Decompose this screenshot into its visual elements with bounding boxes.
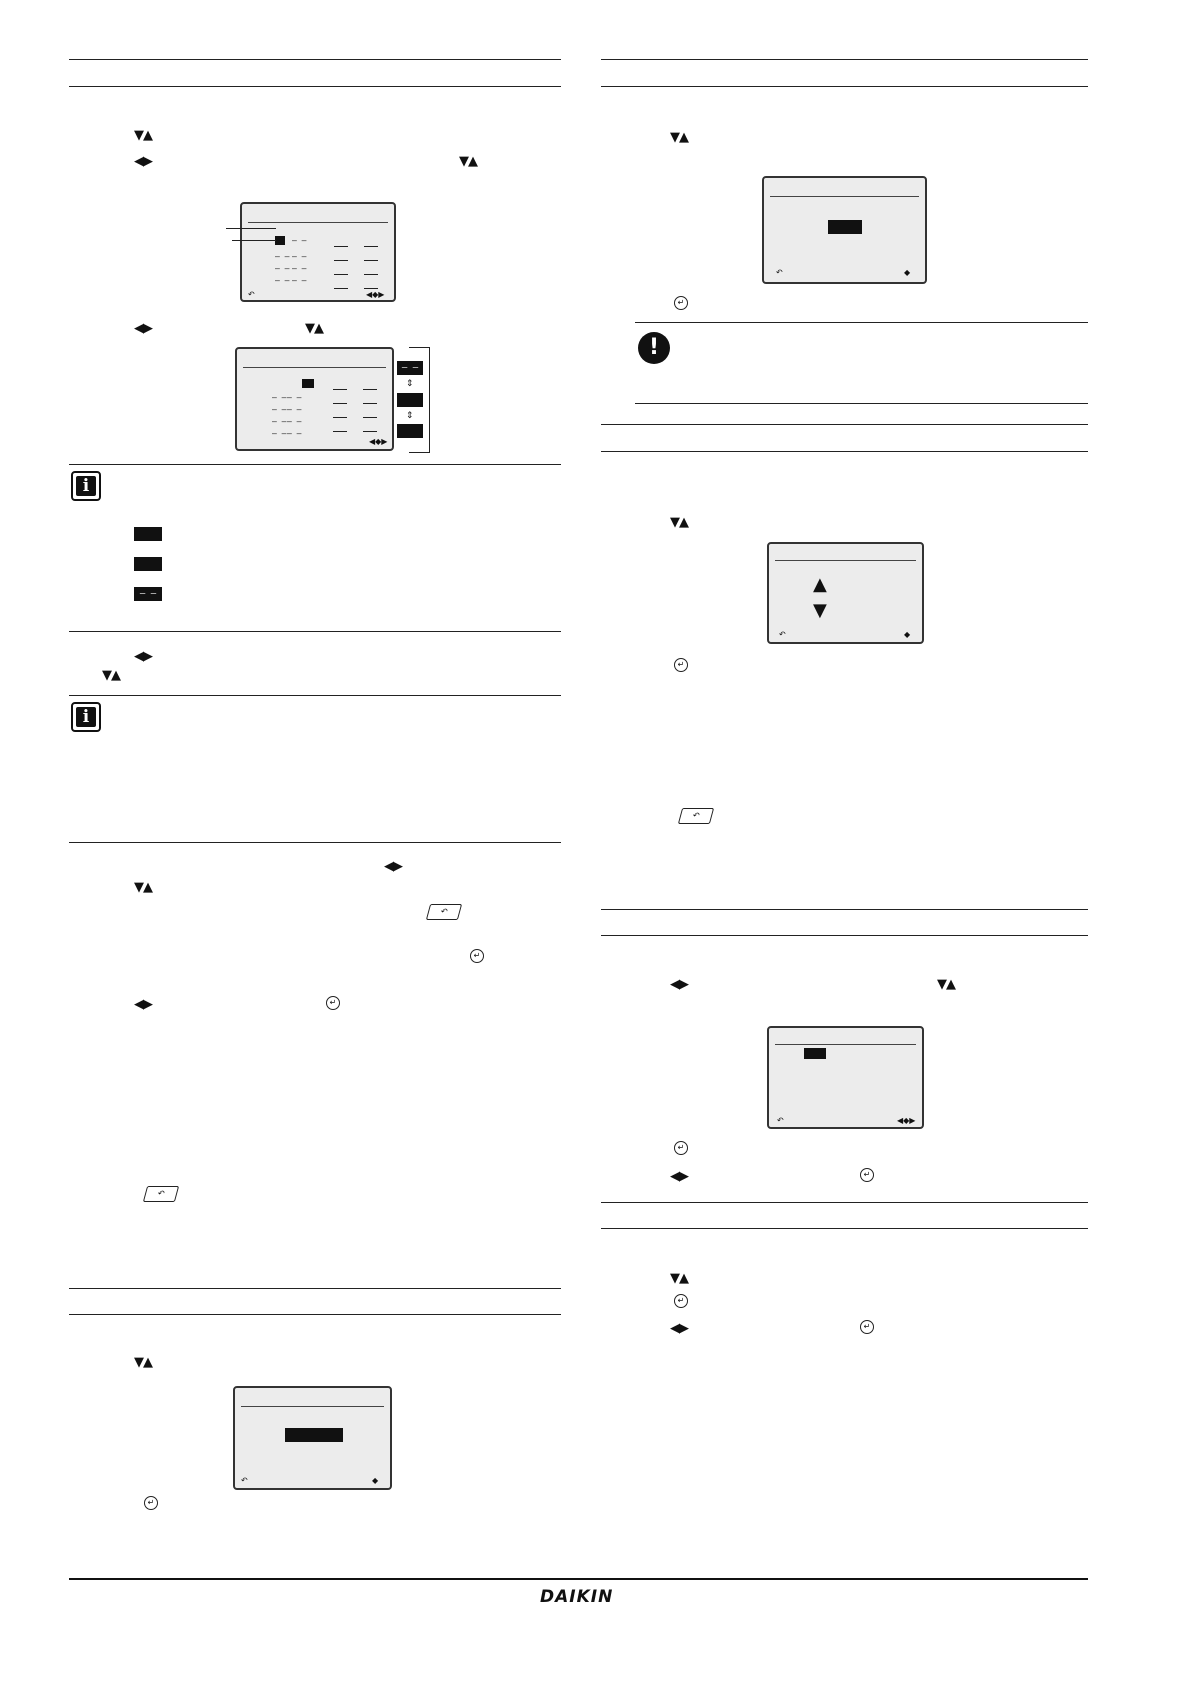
left-right-icon: ◀▶ [134, 154, 152, 169]
lcd-underline [364, 246, 378, 247]
lcd-dash: – – [275, 264, 290, 273]
left-right-icon: ◀▶ [670, 1169, 688, 1184]
left-right-icon: ◀▶ [134, 321, 152, 336]
lcd-underline [364, 274, 378, 275]
note-rule [69, 464, 561, 465]
lcd-dash: – – [275, 276, 290, 285]
enter-icon: ↵ [674, 658, 688, 672]
lcd-nav-icon: ◀◆▶ [369, 437, 388, 446]
lcd-selection-block [828, 220, 862, 234]
lcd-underline [363, 389, 377, 390]
section-rule [69, 631, 561, 632]
lcd-header-rule [775, 560, 916, 561]
lcd-dash: – – [292, 252, 307, 261]
daikin-logo: DAIKIN [540, 1587, 614, 1607]
lcd-return-icon: ↶ [776, 268, 783, 277]
lcd-header-rule [241, 1406, 384, 1407]
left-right-icon: ◀▶ [134, 997, 152, 1012]
lcd-cursor-block [302, 379, 314, 388]
up-down-icon: ▼▲ [134, 880, 152, 895]
lcd-screen-adjust [767, 542, 924, 644]
left-right-icon: ◀▶ [670, 977, 688, 992]
lcd-underline [333, 403, 347, 404]
section-rule-top [69, 1288, 561, 1289]
lcd-nav-icon: ◀◆▶ [897, 1116, 916, 1125]
selector-option-block [397, 393, 423, 407]
lcd-underline [334, 288, 348, 289]
lcd-underline [364, 288, 378, 289]
note-rule [635, 322, 1088, 323]
up-down-icon: ▼▲ [670, 1271, 688, 1286]
lcd-down-arrow: ▼ [813, 600, 827, 621]
lcd-dash: – – [275, 252, 290, 261]
section-rule-bottom [69, 86, 561, 87]
lcd-header-rule [248, 222, 388, 223]
lcd-screen-schedule [240, 202, 396, 302]
note-rule [69, 695, 561, 696]
lcd-dash: – – [272, 417, 287, 426]
lcd-underline [364, 260, 378, 261]
up-down-icon: ▼▲ [937, 977, 955, 992]
lcd-up-arrow: ▲ [813, 574, 827, 595]
lcd-dash: – – [287, 393, 302, 402]
enter-icon: ↵ [470, 949, 484, 963]
lcd-cursor-block [275, 236, 285, 245]
callout-line [226, 228, 276, 229]
section-rule-bottom [601, 935, 1088, 936]
lcd-underline [363, 431, 377, 432]
selector-updown-icon: ⇕ [406, 378, 414, 388]
lcd-return-icon: ↶ [779, 630, 786, 639]
lcd-header-rule [243, 367, 386, 368]
lcd-underline [334, 246, 348, 247]
up-down-icon: ▼▲ [134, 1355, 152, 1370]
enter-icon: ↵ [860, 1320, 874, 1334]
legend-block-dashes: – – [134, 587, 162, 601]
lcd-dash: – – [292, 276, 307, 285]
section-rule-top [601, 59, 1088, 60]
lcd-dash: – – [287, 417, 302, 426]
selector-updown-icon: ⇕ [406, 410, 414, 420]
lcd-underline [334, 274, 348, 275]
footer-rule [69, 1578, 1088, 1580]
section-rule-top [601, 424, 1088, 425]
selector-option-dashes: – – [397, 361, 423, 375]
lcd-dash: – – [287, 405, 302, 414]
lcd-dash: – – [292, 236, 307, 245]
enter-icon: ↵ [674, 296, 688, 310]
up-down-icon: ▼▲ [305, 321, 323, 336]
schedule-button-icon: ↶ [426, 904, 462, 920]
enter-icon: ↵ [674, 1294, 688, 1308]
section-rule-top [601, 1202, 1088, 1203]
note-rule [635, 403, 1088, 404]
lcd-screen-schedule-edit [235, 347, 394, 451]
section-rule-bottom [601, 86, 1088, 87]
enter-icon: ↵ [144, 1496, 158, 1510]
up-down-icon: ▼▲ [670, 130, 688, 145]
up-down-icon: ▼▲ [670, 515, 688, 530]
lcd-return-icon: ↶ [777, 1116, 784, 1125]
lcd-underline [363, 403, 377, 404]
lcd-underline [363, 417, 377, 418]
lcd-underline [333, 417, 347, 418]
lcd-screen-setting [762, 176, 927, 284]
info-icon: i [71, 471, 101, 501]
legend-block [134, 527, 162, 541]
enter-icon: ↵ [674, 1141, 688, 1155]
lcd-underline [334, 260, 348, 261]
lcd-screen-confirm [233, 1386, 392, 1490]
left-right-icon: ◀▶ [384, 859, 402, 874]
lcd-selection-block [285, 1428, 343, 1442]
lcd-updown-icon: ◆ [372, 1476, 379, 1485]
lcd-dash: – – [272, 405, 287, 414]
lcd-return-icon: ↶ [241, 1476, 248, 1485]
section-rule-top [69, 59, 561, 60]
up-down-icon: ▼▲ [134, 128, 152, 143]
lcd-dash: – – [272, 429, 287, 438]
selector-option-block [397, 424, 423, 438]
lcd-dash: – – [292, 264, 307, 273]
lcd-header-rule [775, 1044, 916, 1045]
info-icon: i [71, 702, 101, 732]
lcd-screen-select [767, 1026, 924, 1129]
lcd-updown-icon: ◆ [904, 268, 911, 277]
enter-icon: ↵ [326, 996, 340, 1010]
lcd-underline [333, 431, 347, 432]
lcd-updown-icon: ◆ [904, 630, 911, 639]
up-down-icon: ▼▲ [459, 154, 477, 169]
warning-icon: ! [638, 332, 670, 364]
section-rule-bottom [69, 1314, 561, 1315]
up-down-icon: ▼▲ [102, 668, 120, 683]
return-button-icon: ↶ [678, 808, 714, 824]
section-rule-bottom [601, 451, 1088, 452]
enter-icon: ↵ [860, 1168, 874, 1182]
section-rule-top [601, 909, 1088, 910]
lcd-nav-icon: ◀◆▶ [366, 290, 385, 299]
return-button-icon: ↶ [143, 1186, 179, 1202]
section-rule-bottom [601, 1228, 1088, 1229]
callout-line [232, 240, 276, 241]
lcd-dash: – – [287, 429, 302, 438]
lcd-header-rule [770, 196, 919, 197]
lcd-dash: – – [272, 393, 287, 402]
lcd-selection-block [804, 1048, 826, 1059]
left-right-icon: ◀▶ [134, 649, 152, 664]
section-rule [69, 842, 561, 843]
lcd-return-icon: ↶ [248, 290, 255, 299]
legend-block [134, 557, 162, 571]
left-right-icon: ◀▶ [670, 1321, 688, 1336]
lcd-underline [333, 389, 347, 390]
